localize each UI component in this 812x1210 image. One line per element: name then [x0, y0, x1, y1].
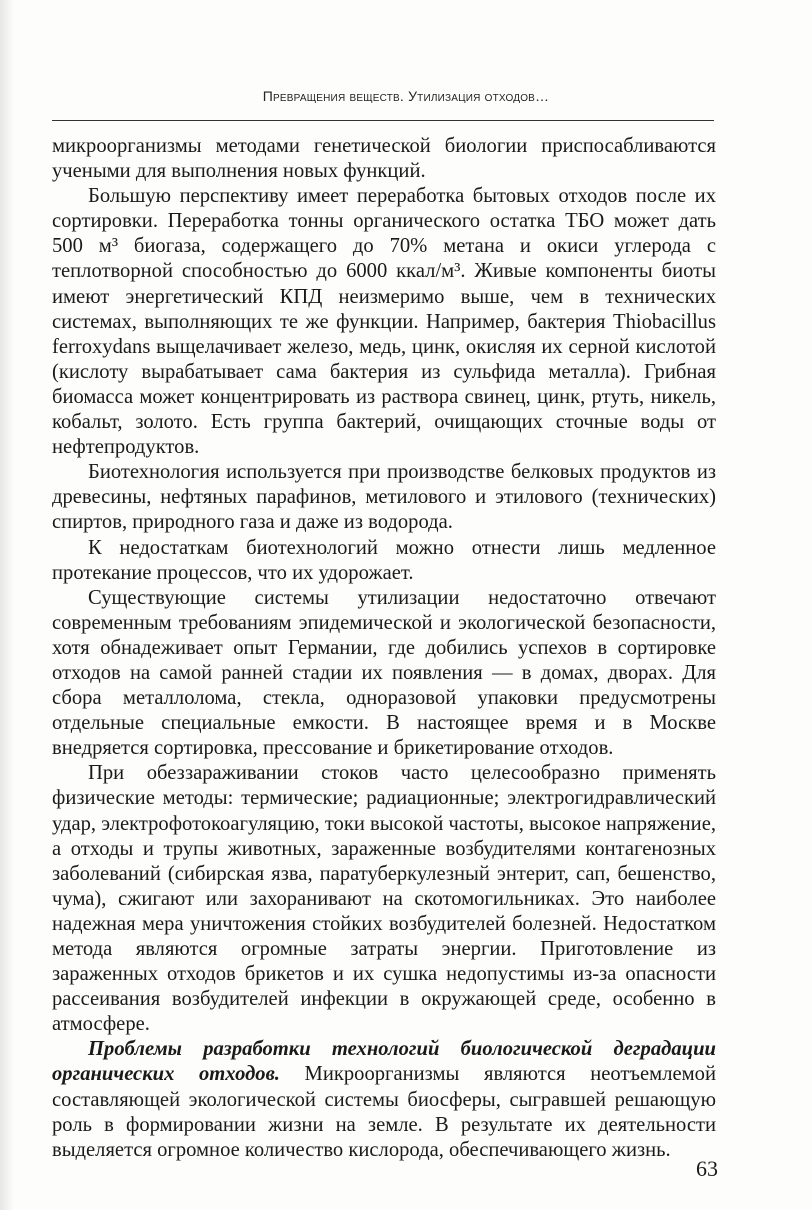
paragraph-waste-processing: Большую перспективу имеет переработка бытовых отходов после их сортировки. Переработка тонны органического остатка ТБО может дать 500 м³ биогаза, содержащего до 70% метана и окиси углерода с теплотворной способностью до 6000 ккал/м³. Живые компоненты биоты имеют энергетический КПД неизмеримо выше, чем в технических системах, выполняющих те же функции. Например, бактерия Thiobacillus ferroxydans выщелачивает железо, медь, цинк, окисляя их серной кислотой (кислоту вырабатывает сама бактерия из сульфида металла). Грибная биомасса может концентрировать из раствора свинец, цинк, ртуть, никель, кобальт, золото. Есть группа бактерий, очищающих сточные воды от нефтепродуктов.: [52, 185, 716, 459]
page-number: 63: [696, 1156, 718, 1181]
paragraph-utilization-systems: Существующие системы утилизации недостаточно отвечают современным требованиям эпидемической и экологической безопасности, хотя обнадеживает опыт Германии, где добились успехов в сортировке отходов на самой ранней стадии их появления — в домах, дворах. Для сбора металлолома, стекла, одноразовой упаковки предусмотрены отдельные специальные емкости. В настоящее время и в Москве внедряется сортировка, прессование и брикетирование отходов.: [52, 586, 716, 760]
paragraph-degradation-text: Микроорганизмы являются неотъемлемой составляющей экологической системы биосферы, сыгравшей решающую роль в формировании жизни на земле. В результате их деятельности выделяется огромное количество кислорода, обеспечивающего жизнь.: [52, 1063, 716, 1161]
paragraph-degradation-problems: [52, 1037, 716, 1162]
body-text: [52, 134, 716, 1163]
paragraph-disinfection: При обеззараживании стоков часто целесообразно применять физические методы: термические; радиационные; электрогидравлический удар, электрофотокоагуляцию, токи высокой частоты, высокое напряжение, а отходы и трупы животных, зараженные возбудителями контагенозных заболеваний (сибирская язва, паратуберкулезный энтерит, сап, бешенство, чума), сжигают или захоранивают на скотомогильниках. Это наиболее надежная мера уничтожения стойких возбудителей болезней. Недостатком метода являются огромные затраты энергии. Приготовление из зараженных отходов брикетов и их сушка недопустимы из-за опасности рассеивания возбудителей инфекции в окружающей среде, особенно в атмосфере.: [52, 762, 716, 1036]
running-head: Превращения веществ. Утилизация отходов…: [262, 88, 550, 104]
paragraph-biotech-drawbacks: К недостаткам биотехнологий можно отнести лишь медленное протекание процессов, что их удорожает.: [52, 536, 716, 584]
paragraph-continuation: микроорганизмы методами генетической биологии приспосабливаются учеными для выполнения новых функций.: [52, 135, 716, 183]
header-rule: [52, 120, 714, 121]
section-heading: Проблемы разработки технологий биологической деградации органических отходов.: [52, 1038, 716, 1086]
paragraph-biotech-use: Биотехнология используется при производстве белковых продуктов из древесины, нефтяных парафинов, метилового и этилового (технических) спиртов, природного газа и даже из водорода.: [52, 461, 716, 534]
